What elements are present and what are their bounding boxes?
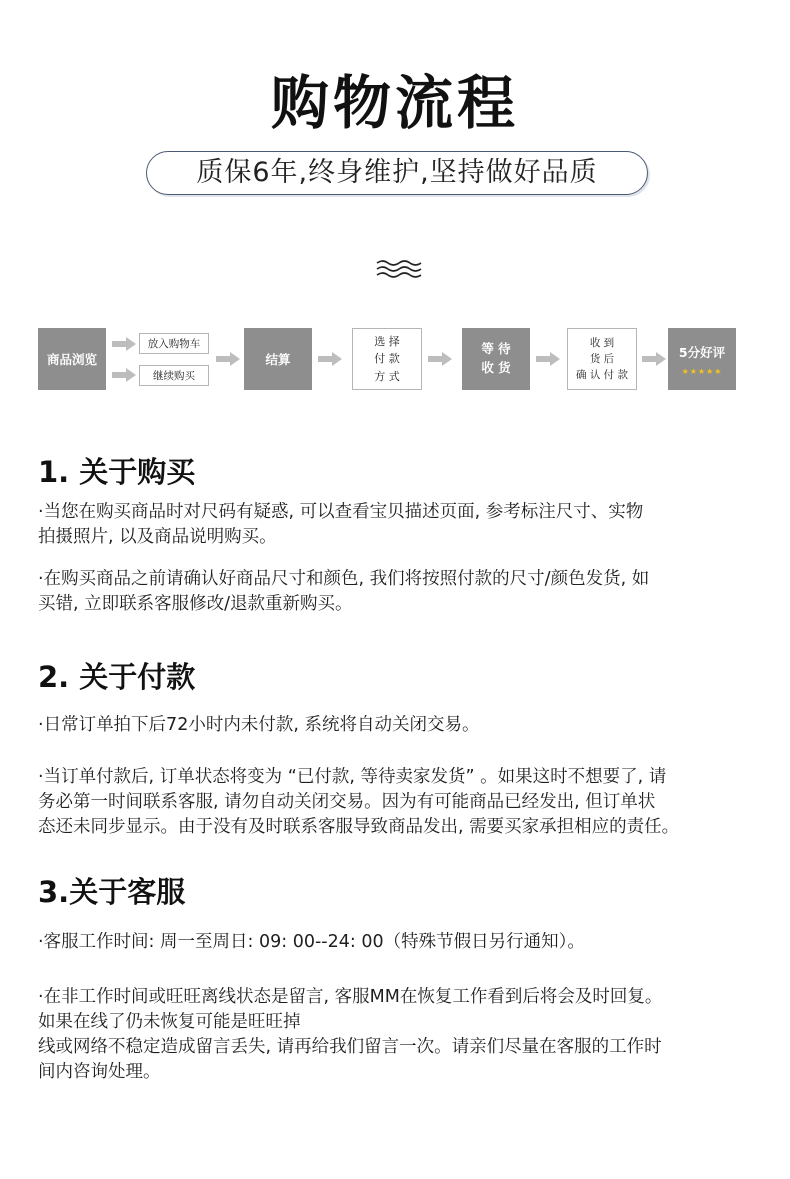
section-heading-service: 3.关于客服 — [38, 875, 186, 909]
arrow-icon — [112, 368, 136, 382]
section-heading-payment: 2. 关于付款 — [38, 660, 196, 694]
section-heading-purchase: 1. 关于购买 — [38, 455, 196, 489]
step-add-cart: 放入购物车 — [139, 333, 209, 354]
review-label: 5分好评 — [678, 344, 726, 360]
payment-paragraph-2: ·当订单付款后, 订单状态将变为 “已付款, 等待卖家发货” 。如果这时不想要了, 请 务必第一时间联系客服, 请勿自动关闭交易。因为有可能商品已经发出, 但订单状 态还未同步显示。由于没有及时联系客服导致商品发出, 需要买家承担相应的责任。 — [38, 767, 680, 837]
arrow-icon — [318, 352, 342, 366]
wave-divider-icon — [375, 258, 423, 282]
page-title: 购物流程 — [270, 69, 519, 137]
step-five-star-review — [668, 328, 736, 390]
payment-paragraph-1: ·日常订单拍下后72小时内未付款, 系统将自动关闭交易。 — [38, 715, 480, 735]
step-checkout: 结算 — [244, 328, 312, 390]
step-payment-method: 选 择 付 款 方 式 — [352, 328, 422, 390]
slogan-banner: 质保6年,终身维护,坚持做好品质 — [146, 151, 648, 195]
step-wait-receipt: 等 待 收 货 — [462, 328, 530, 390]
arrow-icon — [428, 352, 452, 366]
arrow-icon — [536, 352, 560, 366]
arrow-icon — [642, 352, 666, 366]
step-continue-buying: 继续购买 — [139, 365, 209, 386]
service-paragraph-1: ·客服工作时间: 周一至周日: 09: 00--24: 00（特殊节假日另行通知）。 — [38, 932, 585, 952]
step-browse: 商品浏览 — [38, 328, 106, 390]
service-paragraph-2: ·在非工作时间或旺旺离线状态是留言, 客服MM在恢复工作看到后将会及时回复。 如果在线了仍未恢复可能是旺旺掉 线或网络不稳定造成留言丢失, 请再给我们留言一次。请亲们尽量在客服的工作时 间内咨询处理。 — [38, 987, 663, 1082]
purchase-paragraph-2: ·在购买商品之前请确认好商品尺寸和颜色, 我们将按照付款的尺寸/颜色发货, 如 买错, 立即联系客服修改/退款重新购买。 — [38, 569, 650, 614]
arrow-icon — [216, 352, 240, 366]
stars-icon: ★★★★★ — [681, 366, 723, 376]
arrow-icon — [112, 337, 136, 351]
step-confirm-payment: 收 到 货 后 确 认 付 款 — [567, 328, 637, 390]
purchase-paragraph-1: ·当您在购买商品时对尺码有疑惑, 可以查看宝贝描述页面, 参考标注尺寸、实物 拍摄照片, 以及商品说明购买。 — [38, 502, 644, 547]
